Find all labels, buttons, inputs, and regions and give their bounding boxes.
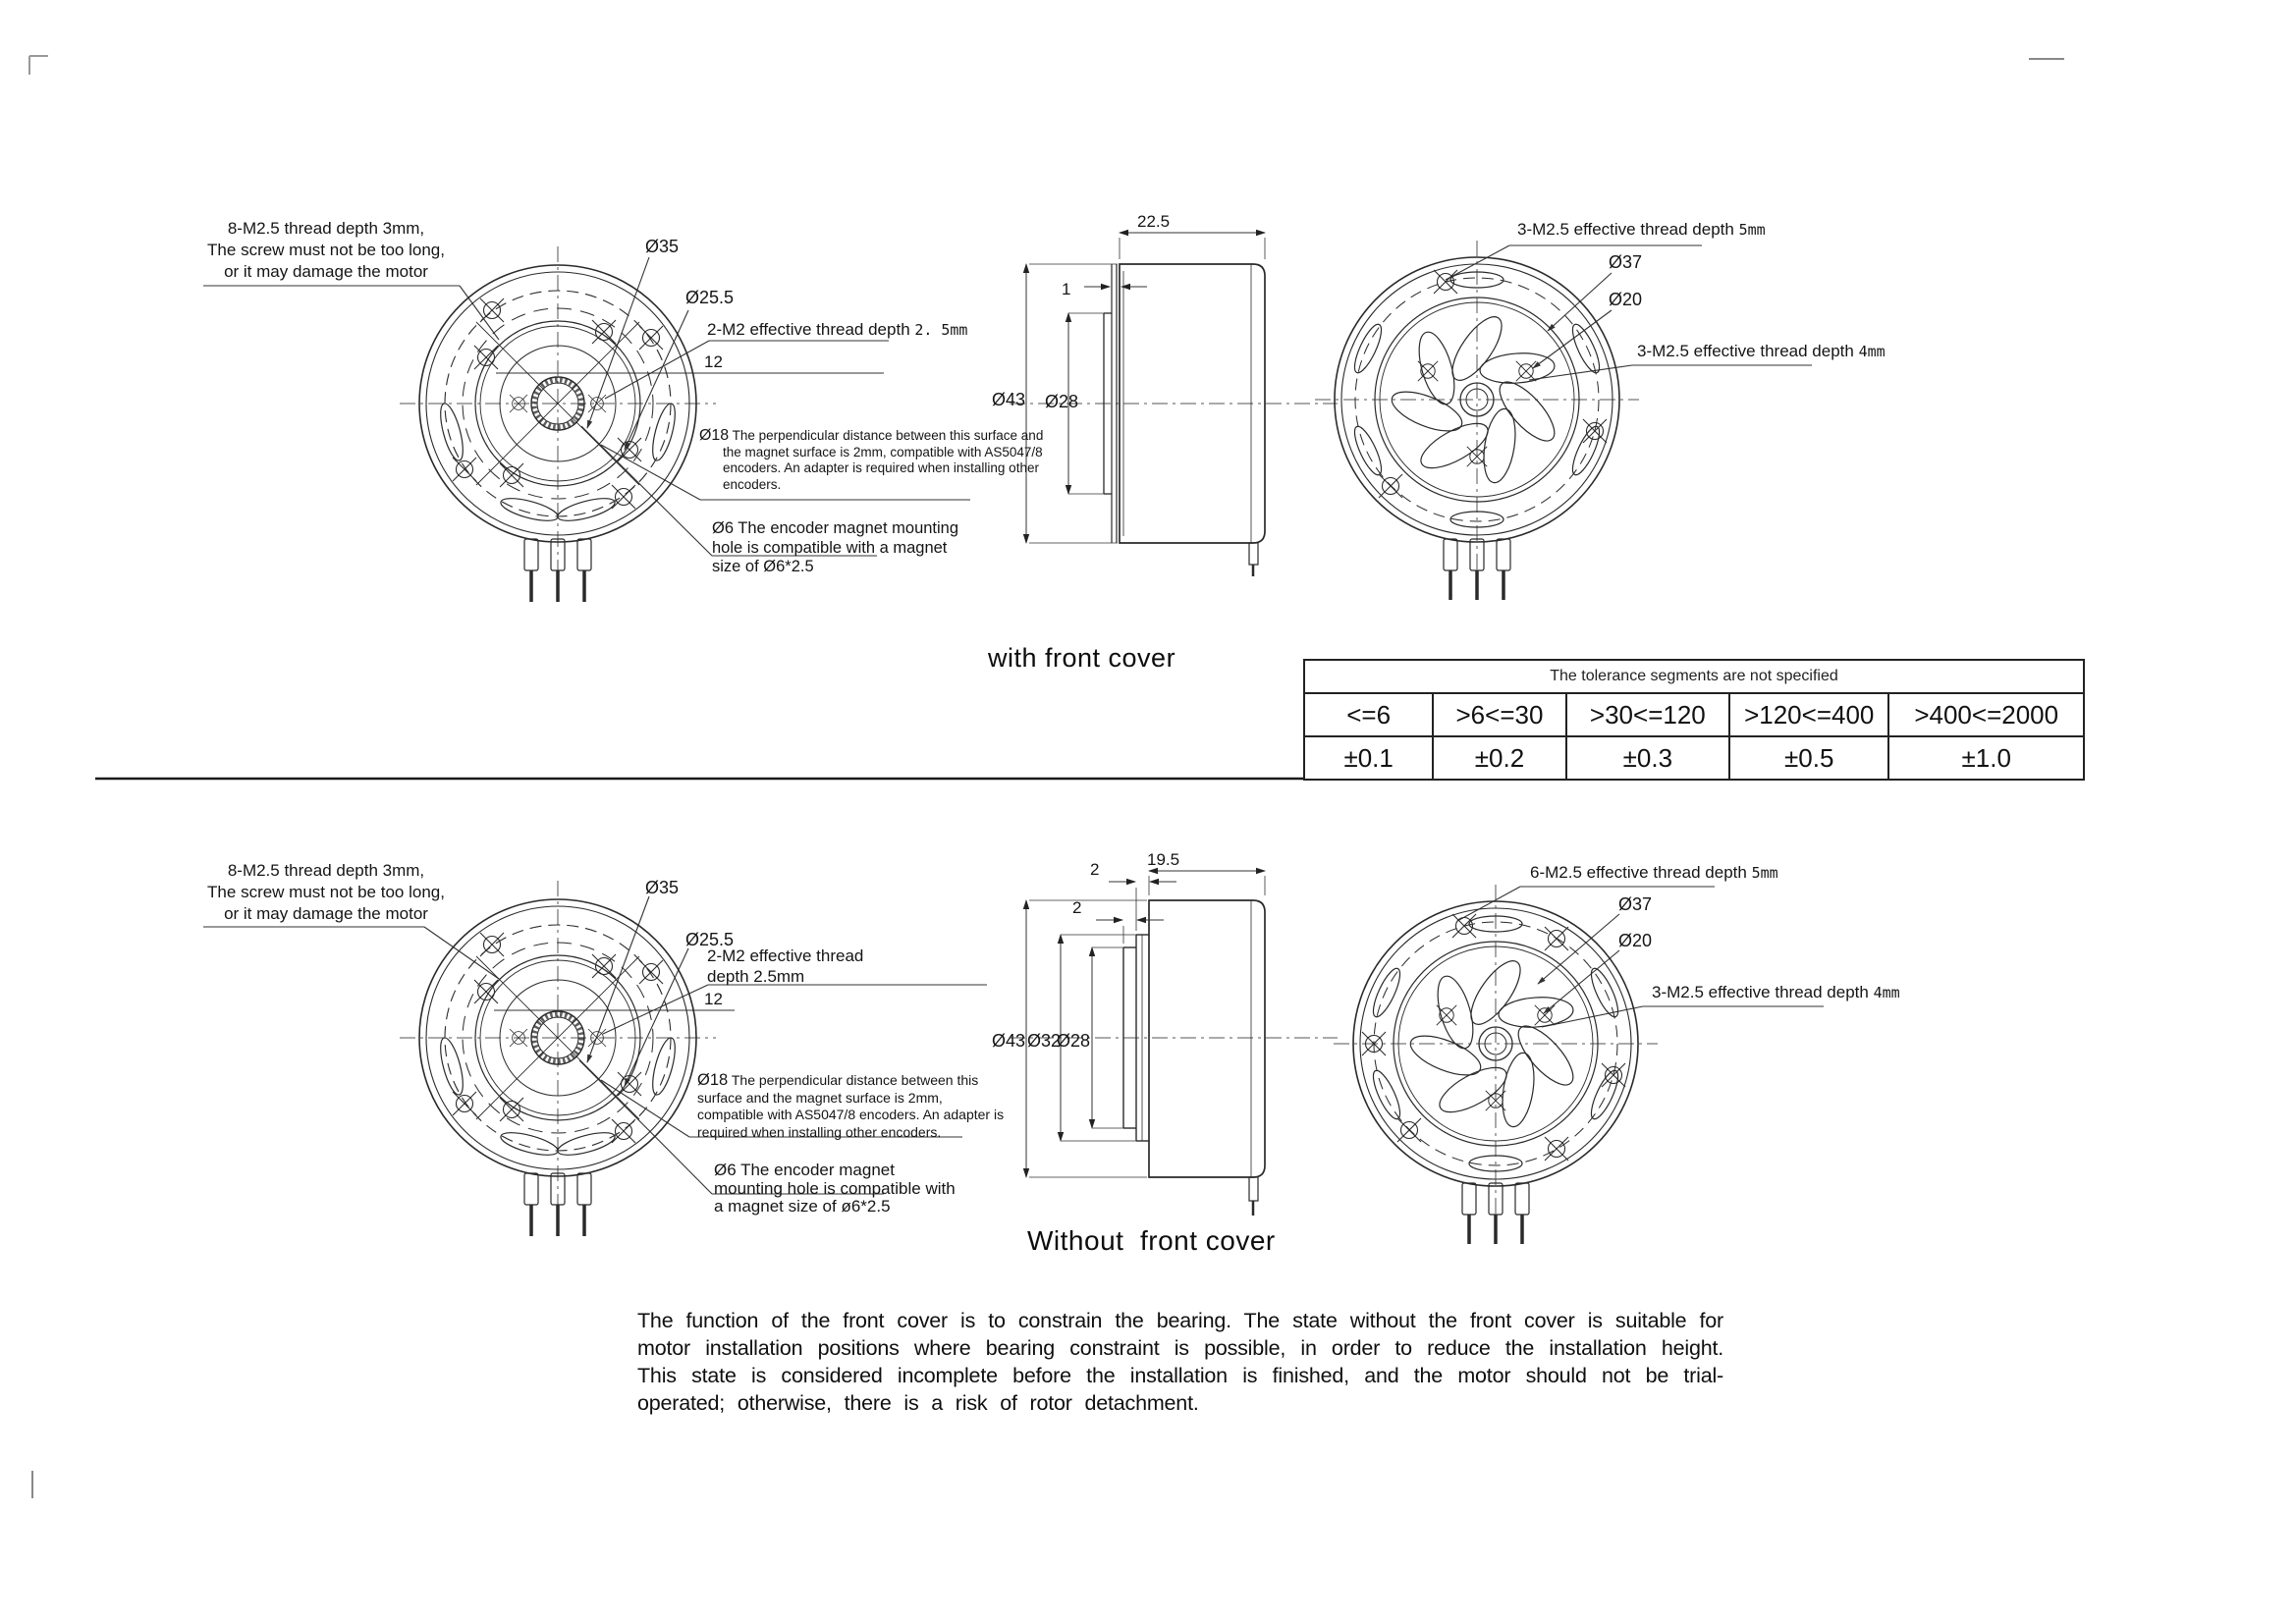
thread-value: 2. 5mm	[914, 321, 968, 339]
dim-d43-top: Ø43	[992, 390, 1026, 409]
tolerance-value: ±1.0	[1888, 736, 2084, 780]
note-line: or it may damage the motor	[224, 262, 428, 281]
tolerance-range: >30<=120	[1566, 693, 1729, 736]
thread-value: 5mm	[1738, 221, 1766, 239]
note-line: Ø6 The encoder magnet mounting	[712, 519, 959, 537]
dim-d35-bottom: Ø35	[645, 878, 680, 897]
tolerance-value: ±0.5	[1729, 736, 1888, 780]
note-line: hole is compatible with a magnet	[712, 538, 948, 557]
thread-label: 3-M2.5 effective thread depth	[1517, 220, 1734, 239]
caption-without-front-cover: Without front cover	[1027, 1225, 1276, 1256]
front-cover-function-paragraph: The function of the front cover is to constrain the bearing. The state without the front cover is suitable for motor installation positions where bearing constraint is possible, in order to reduce the installation height. This state is considered incomplete before the installation is finished, and the motor should not be trial-operated; otherwise, there is a risk of rotor detachment.	[637, 1309, 1723, 1415]
tolerance-table-title: The tolerance segments are not specified	[1304, 660, 2084, 693]
dim-d37-top: Ø37	[1609, 252, 1643, 272]
dim-length-bottom: 19.5	[1147, 850, 1180, 869]
dim-d35-top: Ø35	[645, 237, 680, 256]
note-line: 8-M2.5 thread depth 3mm,	[227, 219, 425, 238]
dim-12-bottom: 12	[704, 990, 723, 1008]
dim-d25-5-top: Ø25.5	[685, 288, 735, 307]
screw-length-note-bottom	[192, 860, 460, 925]
tolerance-value: ±0.2	[1433, 736, 1565, 780]
caption-with-front-cover: with front cover	[988, 643, 1176, 673]
dim-d28-top: Ø28	[1045, 392, 1079, 411]
note-line: depth 2.5mm	[707, 967, 805, 986]
tolerance-range: >6<=30	[1433, 693, 1565, 736]
back-outer-thread-note-top	[1517, 220, 1766, 240]
dim-d20-bottom: Ø20	[1618, 931, 1653, 950]
dim-d20-top: Ø20	[1609, 290, 1643, 309]
tolerance-range: >120<=400	[1729, 693, 1888, 736]
tolerance-value: ±0.3	[1566, 736, 1729, 780]
note-line: Ø6 The encoder magnet	[714, 1161, 895, 1179]
back-outer-thread-note-bottom	[1530, 863, 1778, 883]
d18-text: The perpendicular distance between this surface and the magnet surface is 2mm, compatible with AS5047/8 encoders. An adapter is required when installing other encoders.	[697, 1072, 1005, 1140]
encoder-magnet-note-bottom	[714, 1162, 956, 1216]
dim-step2-bottom: 2	[1072, 898, 1082, 917]
dim-12-top: 12	[704, 352, 723, 371]
tolerance-range: >400<=2000	[1888, 693, 2084, 736]
d18-label: Ø18	[699, 427, 730, 444]
note-line: The screw must not be too long,	[207, 241, 445, 259]
note-line: a magnet size of ø6*2.5	[714, 1197, 891, 1216]
thread-label: 3-M2.5 effective thread depth	[1652, 983, 1869, 1001]
dim-d37-bottom: Ø37	[1618, 894, 1653, 914]
thread-value: 4mm	[1858, 343, 1886, 360]
thread-label: 6-M2.5 effective thread depth	[1530, 863, 1747, 882]
thread-note-bottom	[707, 946, 863, 987]
dim-length-top: 22.5	[1137, 212, 1171, 231]
note-line: or it may damage the motor	[224, 904, 428, 923]
encoder-distance-note-bottom	[697, 1071, 1006, 1141]
back-inner-thread-note-bottom	[1652, 983, 1900, 1002]
thread-note-top	[707, 320, 967, 340]
note-line: 8-M2.5 thread depth 3mm,	[227, 861, 425, 880]
note-line: 2-M2 effective thread	[707, 946, 864, 965]
note-line: mounting hole is compatible with	[714, 1178, 956, 1198]
encoder-magnet-note-top	[712, 519, 958, 577]
note-line: The screw must not be too long,	[207, 883, 445, 901]
thread-value: 5mm	[1751, 864, 1778, 882]
back-inner-thread-note-top	[1637, 342, 1886, 361]
note-line: size of Ø6*2.5	[712, 558, 814, 575]
dim-step-top: 1	[1062, 280, 1071, 298]
tolerance-value: ±0.1	[1304, 736, 1433, 780]
dim-d43-bottom: Ø43	[992, 1031, 1026, 1051]
dim-step1-bottom: 2	[1090, 860, 1100, 879]
tolerance-range: <=6	[1304, 693, 1433, 736]
thread-value: 4mm	[1873, 984, 1900, 1001]
dim-d28-bottom: Ø28	[1057, 1031, 1091, 1051]
d18-text: The perpendicular distance between this surface and the magnet surface is 2mm, compatible with AS5047/8 encoders. An adapter is required when installing other encoders.	[723, 428, 1044, 492]
encoder-distance-note-top	[699, 428, 1053, 493]
d18-label: Ø18	[697, 1070, 729, 1089]
thread-label: 3-M2.5 effective thread depth	[1637, 342, 1854, 360]
dim-d25-5-bottom: Ø25.5	[685, 930, 735, 949]
tolerance-table	[1303, 659, 2085, 781]
thread-label: 2-M2 effective thread depth	[707, 320, 910, 339]
screw-length-note-top	[192, 218, 460, 283]
back-view-with-cover	[1295, 233, 1659, 625]
dim-d32-bottom: Ø32	[1027, 1031, 1062, 1051]
